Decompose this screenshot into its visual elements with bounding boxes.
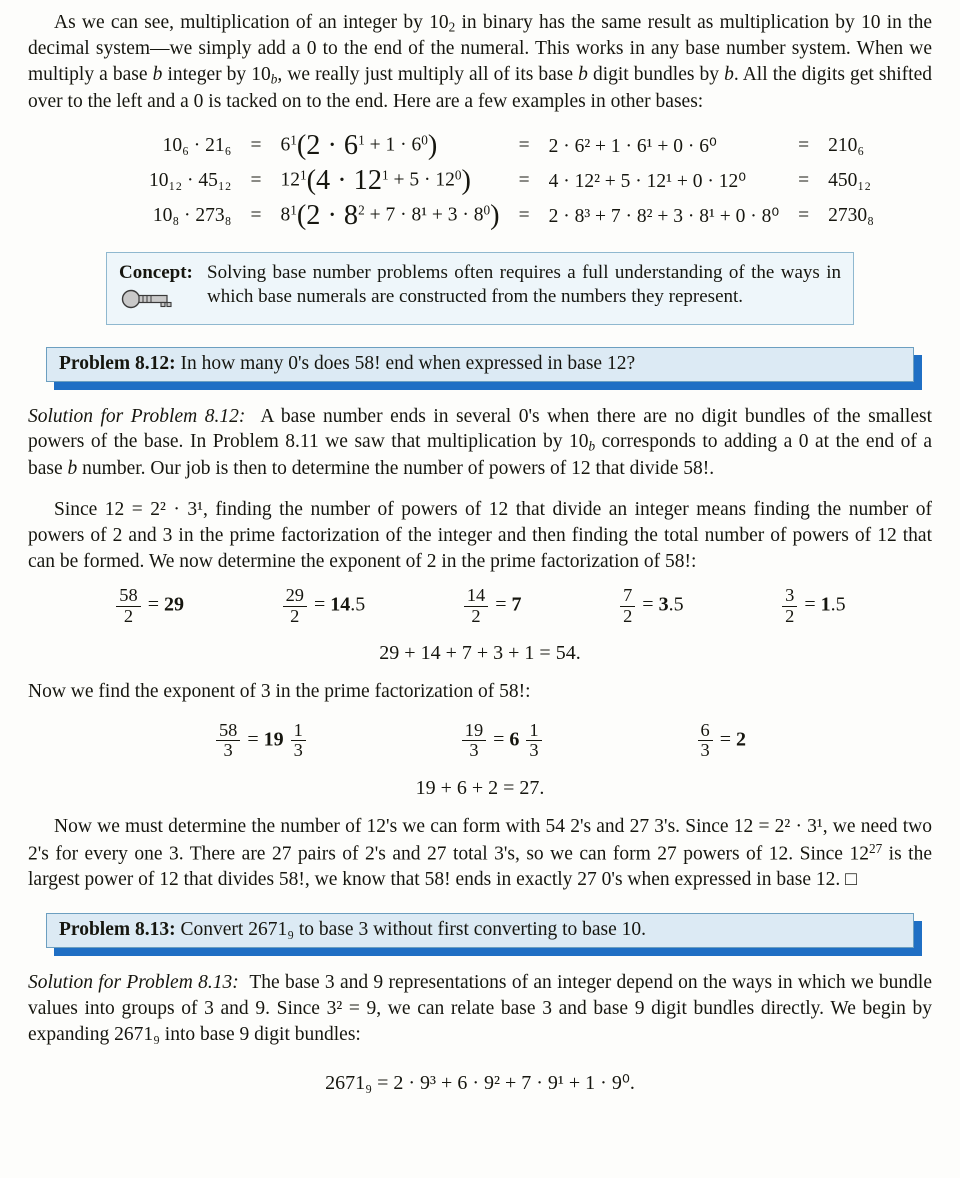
solution-8-12-para-4 xyxy=(28,814,932,893)
div3-whole: 2 xyxy=(736,728,747,751)
intro-sub-b: b xyxy=(270,71,278,87)
row0-exp2: 1 xyxy=(358,132,365,148)
row0-base: 6 xyxy=(280,134,291,156)
row0-mid2: 2 · 6² + 1 · 6¹ + 0 · 6⁰ xyxy=(548,136,717,158)
solution-8-12-text-d: Now we must determine the number of 12's we can form with 54 2's and 27 3's. Since 12 = 2² · 3¹, we need two 2's for every one 3. There are 27 pairs of 2's and 27 total 3's, so we can form 27 powers of 12. Since 12 xyxy=(28,815,932,864)
division-by-3-row xyxy=(138,721,822,761)
division-by-2-row xyxy=(66,586,894,626)
problem-8-13-number: Problem 8.13: xyxy=(59,918,176,940)
table-row xyxy=(79,164,881,199)
solution-8-12-para-3: Now we find the exponent of 3 in the prime factorization of 58!: xyxy=(28,681,531,703)
div3-whole: 19 xyxy=(263,728,284,751)
frac-den: 3 xyxy=(291,740,306,760)
frac-num: 19 xyxy=(464,720,484,741)
row1-open-paren: (4 · 12 xyxy=(306,165,382,197)
fraction xyxy=(698,721,713,761)
concept-box-left xyxy=(119,261,207,314)
problem-8-12-bar xyxy=(46,347,914,382)
div2-result-rest: .5 xyxy=(350,593,366,616)
row0-eq3: = xyxy=(798,135,810,157)
frac-den: 3 xyxy=(698,740,713,760)
frac-den: 3 xyxy=(526,740,541,760)
row2-exp2: 2 xyxy=(358,202,365,218)
intro-text-a: As we can see, multiplication of an integer by 10 xyxy=(54,12,449,33)
problem-8-12-text: In how many 0's does 58! end when expressed in base 12? xyxy=(180,352,636,374)
row0-exp: 1 xyxy=(290,132,297,148)
row2-lhs: 10₈ · 273₈ xyxy=(152,205,232,227)
fraction xyxy=(620,586,635,626)
row1-inner2: + 5 · 12 xyxy=(388,169,455,191)
frac-den: 2 xyxy=(116,606,140,626)
frac-num: 58 xyxy=(119,585,138,606)
row2-inner2: + 7 · 8¹ + 3 · 8 xyxy=(364,204,484,226)
row1-lhs: 10₁₂ · 45₁₂ xyxy=(149,170,232,192)
frac-num: 1 xyxy=(293,720,303,741)
fraction xyxy=(782,586,797,626)
row2-eq3: = xyxy=(798,205,810,227)
frac-den: 3 xyxy=(462,740,486,760)
solution-8-12-text-b: corresponds to adding a 0 at the end of a base xyxy=(28,431,932,479)
row2-exp: 1 xyxy=(290,202,297,218)
frac-num: 14 xyxy=(466,585,486,606)
fraction xyxy=(464,586,488,626)
row0-eq1: = xyxy=(250,135,262,157)
frac-den: 2 xyxy=(782,606,797,626)
div2-result-bold: 29 xyxy=(163,593,184,616)
div2-result-bold: 7 xyxy=(511,593,522,616)
row1-exp3: 0 xyxy=(454,167,462,183)
row0-exp3: 0 xyxy=(421,132,428,148)
row2-mid2: 2 · 8³ + 7 · 8² + 3 · 8¹ + 0 · 8⁰ xyxy=(548,206,780,228)
div2-result-bold: 14 xyxy=(330,593,351,616)
solution-8-13-equation: 2671₉ = 2 · 9³ + 6 · 9² + 7 · 9¹ + 1 · 9⁰. xyxy=(325,1071,635,1094)
concept-label: Concept: xyxy=(119,261,193,283)
row0-inner2: + 1 · 6 xyxy=(364,134,422,156)
mixed-fraction xyxy=(291,721,306,761)
div2-result-rest: .5 xyxy=(668,593,684,616)
row2-open-paren: (2 · 8 xyxy=(296,200,359,232)
solution-8-13-lead: Solution for Problem 8.13: xyxy=(28,971,239,993)
row0-eq2: = xyxy=(518,135,530,157)
fraction xyxy=(462,721,486,761)
row1-eq1: = xyxy=(250,170,262,192)
concept-box xyxy=(106,252,854,325)
intro-text-b: in binary has the same result as multiplication by 10 in the decimal system—we simply add a 0 to the end of the numeral. This works in any base number system. When we multiply a base xyxy=(28,12,932,86)
row0-open-paren: (2 · 6 xyxy=(296,130,359,162)
problem-8-13-bar xyxy=(46,913,914,948)
solution-8-12-para-2: Since 12 = 2² · 3¹, finding the number of powers of 12 that divide an integer means finding the number of powers of 2 and 3 in the prime factorization of the integer and then finding the total number of powers of 12 that can be formed. We now determine the exponent of 2 in the prime factorization of 58!: xyxy=(28,498,932,572)
solution-8-12-text-a: A base number ends in several 0's when there are no digit bundles of the smallest powers of the base. In Problem 8.11 we saw that multiplication by 10 xyxy=(28,405,933,453)
div2-item-0: $\frac{58}{2}$ = 29 xyxy=(114,586,184,626)
intro-text-e: digit bundles by xyxy=(587,64,725,86)
row2-eq1: = xyxy=(250,205,262,227)
solution-8-12-lead: Solution for Problem 8.12: xyxy=(28,405,246,427)
sum-of-powers-of-2: 29 + 14 + 7 + 3 + 1 = 54. xyxy=(379,642,581,665)
frac-den: 2 xyxy=(283,606,307,626)
div3-item-1: $\frac{19}{3}$ = 6 $\frac{1}{3}$ xyxy=(460,721,544,761)
row0-close-paren: ) xyxy=(427,130,438,162)
frac-num: 6 xyxy=(700,720,710,741)
div2-item-4: $\frac{3}{2}$ = 1.5 xyxy=(780,586,845,626)
fraction xyxy=(283,586,307,626)
sum-of-powers-of-3: 19 + 6 + 2 = 27. xyxy=(415,776,545,799)
solution-8-13-para-1 xyxy=(28,970,932,1048)
solution-8-12-para-1 xyxy=(28,404,932,482)
row1-exp2: 1 xyxy=(381,167,389,183)
frac-num: 7 xyxy=(623,585,633,606)
intro-italic-b3: b xyxy=(724,64,734,86)
mixed-fraction xyxy=(526,721,541,761)
row2-close-paren: ) xyxy=(490,200,500,232)
intro-text-d: , we really just multiply all of its base xyxy=(277,64,579,86)
frac-num: 29 xyxy=(285,585,304,606)
problem-8-12-wrap xyxy=(46,347,914,382)
intro-sub-2: 2 xyxy=(448,19,456,35)
frac-num: 58 xyxy=(218,720,238,741)
paragraph-intro xyxy=(28,10,932,115)
solution-8-12-text-e: is the largest power of 12 that divides 58!, we know that 58! ends in exactly 27 0's when expressed in base 12. xyxy=(28,842,932,890)
row2-mid1 xyxy=(273,199,506,234)
solution-8-13-text: The base 3 and 9 representations of an integer depend on the ways in which we bundle values into groups of 3 and 9. Since 3² = 9, we can relate base 3 and base 9 digit bundles directly. We begin by expanding 2671₉ into base 9 digit bundles: xyxy=(28,971,933,1045)
fraction xyxy=(216,721,240,761)
intro-text-c: integer by 10 xyxy=(162,64,271,86)
row1-base: 12 xyxy=(280,169,300,191)
solution-8-12-text-c: number. Our job is then to determine the number of powers of 12 that divide 58!. xyxy=(77,457,715,479)
row1-mid1 xyxy=(273,164,506,199)
div3-item-2: $\frac{6}{3}$ = 2 xyxy=(696,721,746,761)
frac-num: 1 xyxy=(529,720,539,741)
row2-exp3: 0 xyxy=(483,202,491,218)
frac-num: 3 xyxy=(785,585,795,606)
intro-italic-b1: b xyxy=(152,64,163,86)
table-row xyxy=(79,199,881,234)
row0-mid1 xyxy=(273,129,506,164)
key-icon xyxy=(121,289,207,314)
frac-den: 2 xyxy=(620,606,635,626)
div2-item-3: $\frac{7}{2}$ = 3.5 xyxy=(618,586,683,626)
problem-8-12-number: Problem 8.12: xyxy=(59,352,176,374)
intro-text-f: . All the digits get shifted over to the left and a 0 is tacked on to the end. Here are a few examples in other bases: xyxy=(28,64,932,112)
solution-8-12-sup-27: 27 xyxy=(868,840,883,856)
row1-eq2: = xyxy=(518,170,530,192)
div2-result-bold: 1 xyxy=(820,593,831,616)
div2-result-rest: .5 xyxy=(830,593,846,616)
table-row xyxy=(79,129,881,164)
row1-mid2: 4 · 12² + 5 · 12¹ + 0 · 12⁰ xyxy=(548,171,747,193)
example-equations-table xyxy=(79,129,881,234)
fraction xyxy=(116,586,140,626)
frac-den: 2 xyxy=(464,606,488,626)
solution-8-12-italic-b: b xyxy=(67,457,78,479)
div2-item-1: $\frac{29}{2}$ = 14.5 xyxy=(281,586,366,626)
div3-item-0: $\frac{58}{3}$ = 19 $\frac{1}{3}$ xyxy=(214,721,308,761)
div3-whole: 6 xyxy=(509,728,520,751)
intro-italic-b2: b xyxy=(578,64,588,86)
problem-8-13-wrap xyxy=(46,913,914,948)
row1-result: 450₁₂ xyxy=(828,170,872,192)
div2-result-bold: 3 xyxy=(658,593,669,616)
row0-lhs: 10₆ · 21₆ xyxy=(162,135,232,157)
frac-den: 3 xyxy=(216,740,240,760)
solution-8-12-sub-b: b xyxy=(588,439,596,455)
row0-result: 210₆ xyxy=(828,135,865,157)
div2-item-2: $\frac{14}{2}$ = 7 xyxy=(462,586,522,626)
row2-result: 2730₈ xyxy=(828,205,874,227)
qed-symbol: □ xyxy=(845,868,857,890)
row1-exp: 1 xyxy=(299,167,307,183)
row2-eq2: = xyxy=(518,205,530,227)
concept-text: Solving base number problems often requires a full understanding of the ways in which base numerals are constructed from the numbers they represent. xyxy=(207,261,841,308)
row1-eq3: = xyxy=(798,170,810,192)
row2-base: 8 xyxy=(280,204,291,226)
problem-8-13-text: Convert 2671₉ to base 3 without first converting to base 10. xyxy=(180,918,647,940)
row1-close-paren: ) xyxy=(461,165,471,197)
